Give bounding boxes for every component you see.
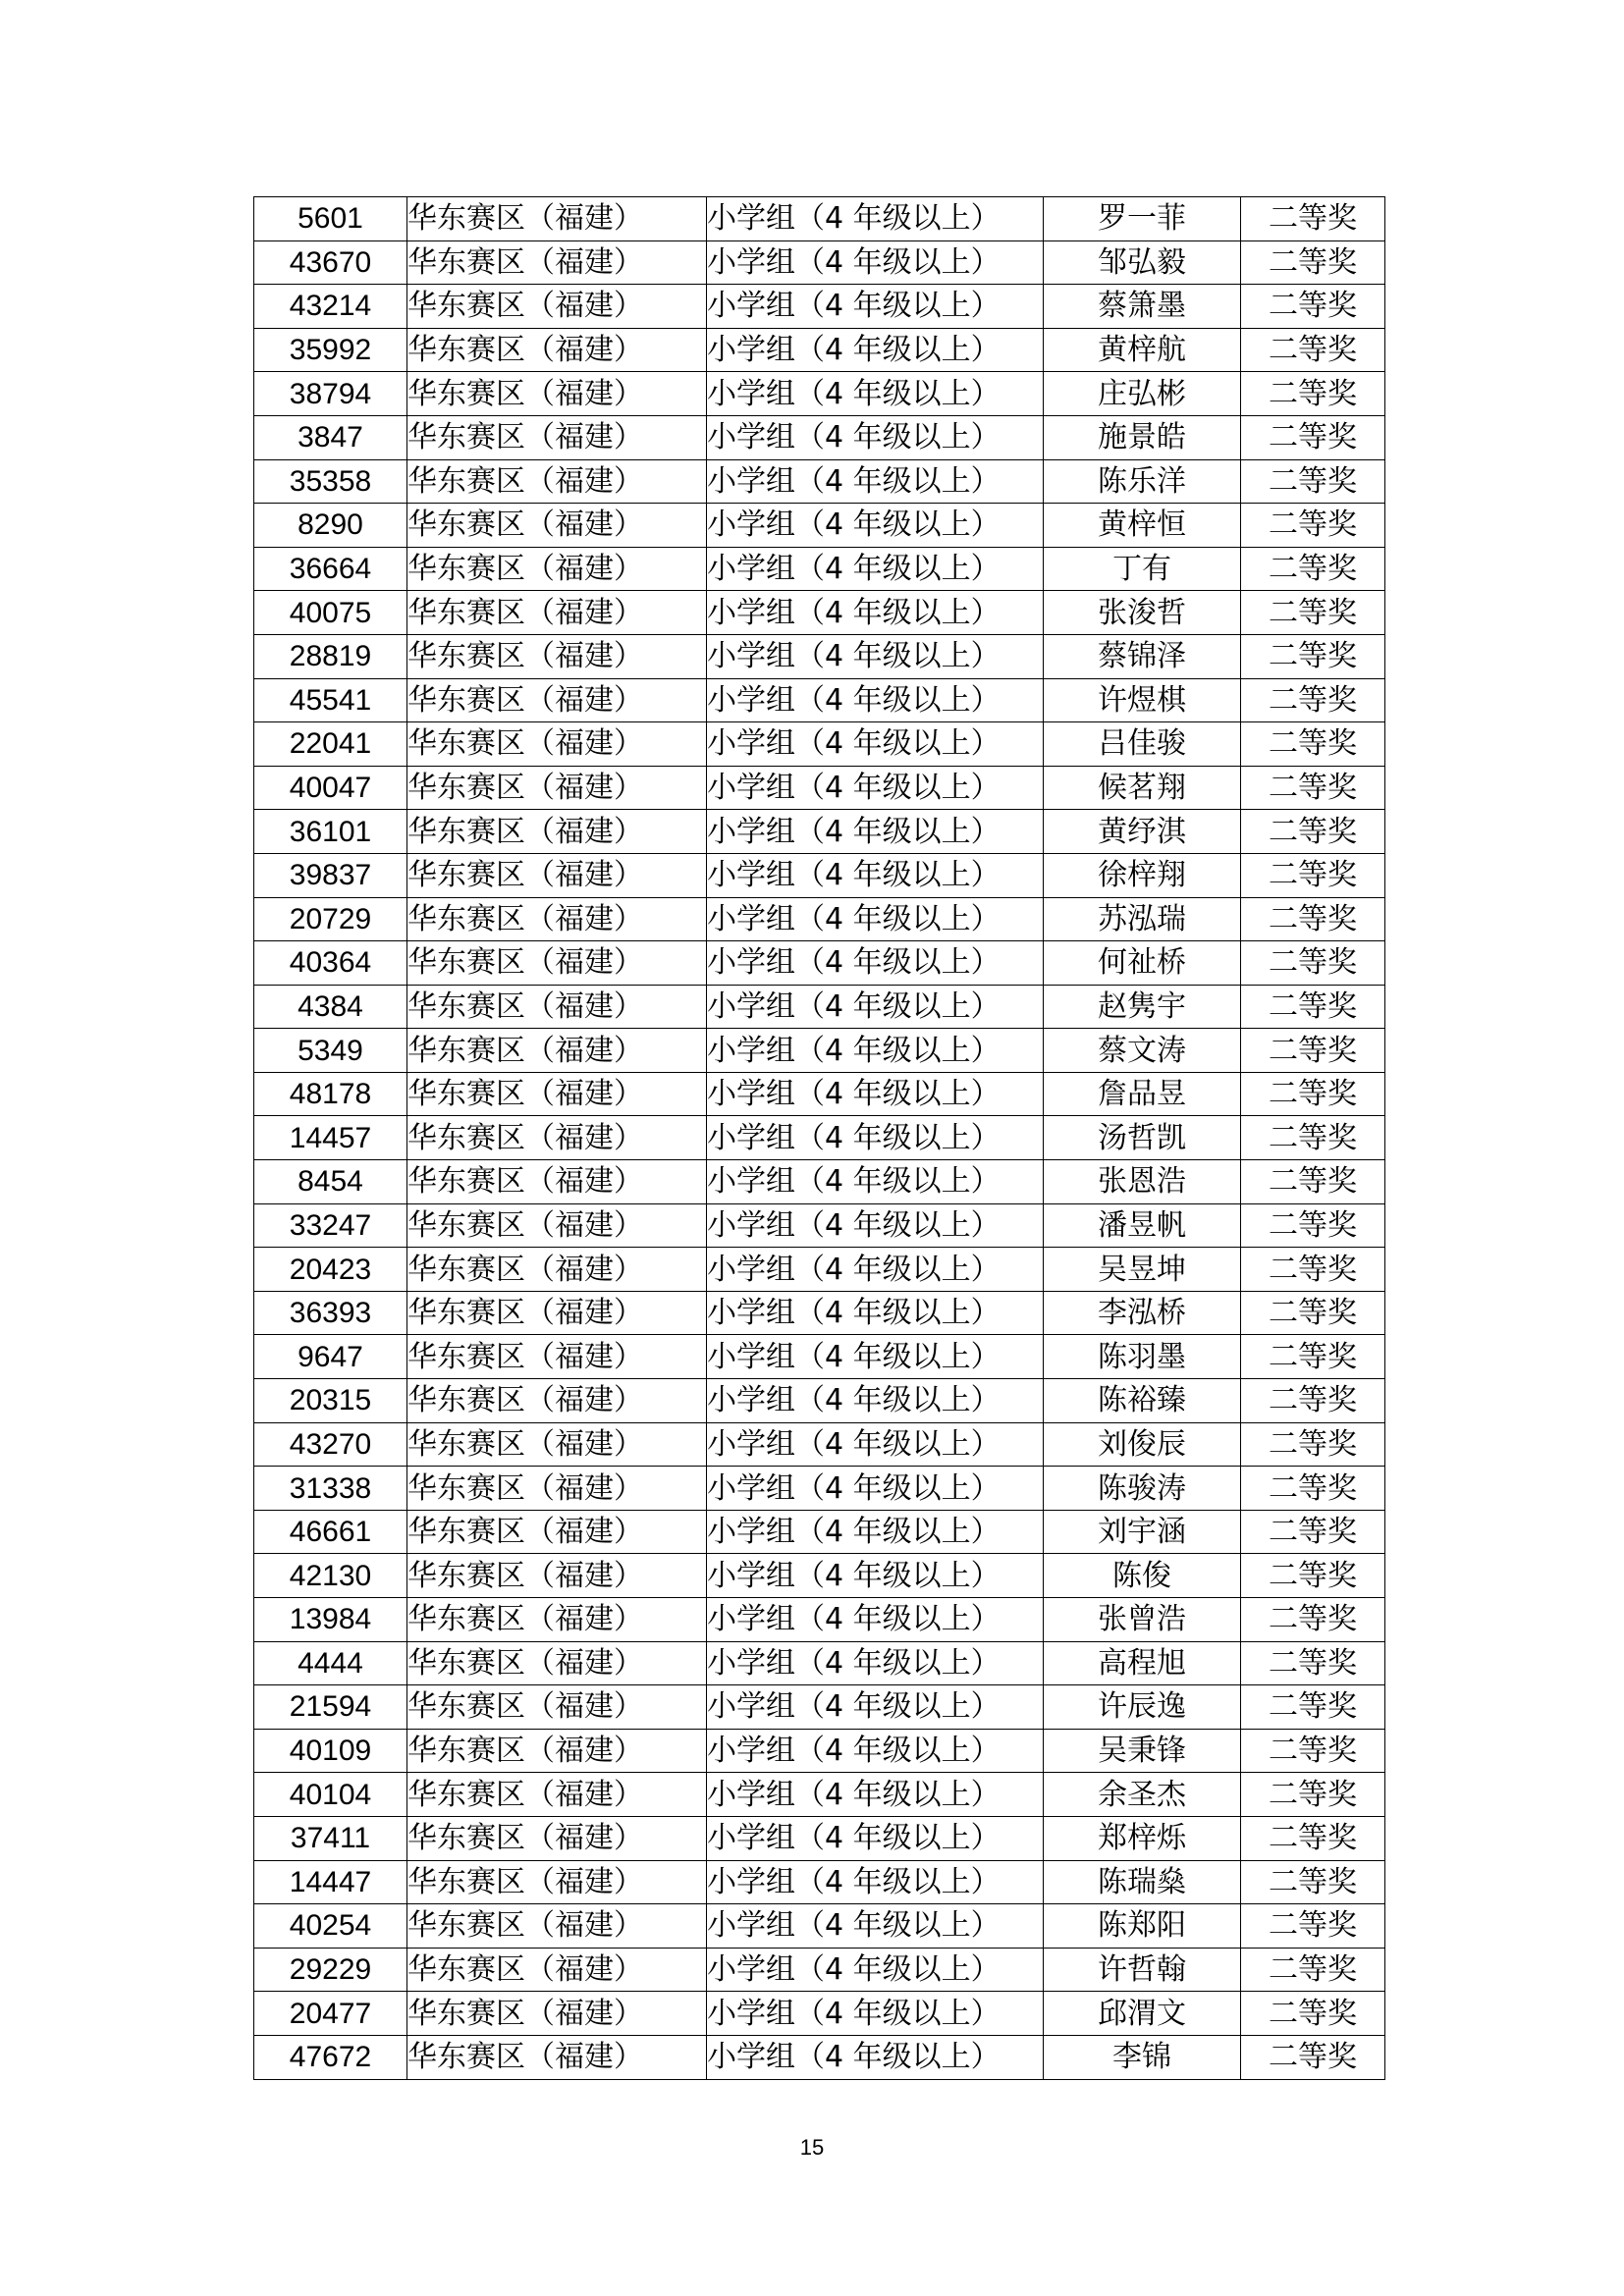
group-cell: 小学组（4 年级以上） [707,1203,1044,1248]
region-cell: 华东赛区（福建） [407,1116,707,1160]
entry-id-cell: 5349 [254,1029,407,1073]
table-row [254,459,1385,504]
award-cell: 二等奖 [1241,1422,1385,1467]
table-row [254,1335,1385,1379]
table-row [254,678,1385,722]
table-row [254,1072,1385,1116]
entry-id-cell: 20477 [254,1992,407,2036]
award-cell: 二等奖 [1241,1379,1385,1423]
award-cell: 二等奖 [1241,810,1385,854]
award-cell: 二等奖 [1241,1510,1385,1554]
table-row [254,897,1385,941]
table-row [254,1160,1385,1204]
student-name-cell: 候茗翔 [1044,766,1241,810]
award-cell: 二等奖 [1241,1685,1385,1730]
student-name-cell: 何祉桥 [1044,941,1241,986]
region-cell: 华东赛区（福建） [407,1203,707,1248]
table-row [254,1116,1385,1160]
group-cell: 小学组（4 年级以上） [707,1729,1044,1773]
group-cell: 小学组（4 年级以上） [707,415,1044,459]
award-cell: 二等奖 [1241,1467,1385,1511]
entry-id-cell: 28819 [254,634,407,678]
student-name-cell: 陈乐洋 [1044,459,1241,504]
student-name-cell: 余圣杰 [1044,1773,1241,1817]
entry-id-cell: 4444 [254,1641,407,1685]
region-cell: 华东赛区（福建） [407,941,707,986]
student-name-cell: 施景皓 [1044,415,1241,459]
table-row [254,1992,1385,2036]
entry-id-cell: 21594 [254,1685,407,1730]
group-cell: 小学组（4 年级以上） [707,285,1044,329]
region-cell: 华东赛区（福建） [407,1467,707,1511]
table-row [254,1248,1385,1292]
table-row [254,504,1385,548]
award-cell: 二等奖 [1241,1116,1385,1160]
entry-id-cell: 40109 [254,1729,407,1773]
award-cell: 二等奖 [1241,1291,1385,1335]
award-cell: 二等奖 [1241,1335,1385,1379]
entry-id-cell: 36393 [254,1291,407,1335]
entry-id-cell: 20729 [254,897,407,941]
student-name-cell: 陈羽墨 [1044,1335,1241,1379]
student-name-cell: 郑梓烁 [1044,1816,1241,1860]
table-row [254,547,1385,591]
student-name-cell: 蔡文涛 [1044,1029,1241,1073]
award-cell: 二等奖 [1241,1072,1385,1116]
entry-id-cell: 46661 [254,1510,407,1554]
entry-id-cell: 8454 [254,1160,407,1204]
region-cell: 华东赛区（福建） [407,415,707,459]
region-cell: 华东赛区（福建） [407,1335,707,1379]
student-name-cell: 詹品昱 [1044,1072,1241,1116]
award-cell: 二等奖 [1241,766,1385,810]
region-cell: 华东赛区（福建） [407,1029,707,1073]
award-cell: 二等奖 [1241,1860,1385,1904]
entry-id-cell: 37411 [254,1816,407,1860]
region-cell: 华东赛区（福建） [407,1992,707,2036]
entry-id-cell: 39837 [254,853,407,897]
region-cell: 华东赛区（福建） [407,1904,707,1949]
region-cell: 华东赛区（福建） [407,547,707,591]
student-name-cell: 许煜棋 [1044,678,1241,722]
student-name-cell: 陈瑞燊 [1044,1860,1241,1904]
award-cell: 二等奖 [1241,634,1385,678]
table-row [254,1685,1385,1730]
award-cell: 二等奖 [1241,941,1385,986]
group-cell: 小学组（4 年级以上） [707,722,1044,767]
entry-id-cell: 35992 [254,328,407,372]
entry-id-cell: 13984 [254,1598,407,1642]
table-row [254,415,1385,459]
region-cell: 华东赛区（福建） [407,810,707,854]
award-cell: 二等奖 [1241,1773,1385,1817]
table-row [254,2035,1385,2079]
group-cell: 小学组（4 年级以上） [707,766,1044,810]
award-cell: 二等奖 [1241,547,1385,591]
student-name-cell: 许哲翰 [1044,1948,1241,1992]
award-cell: 二等奖 [1241,1948,1385,1992]
region-cell: 华东赛区（福建） [407,1816,707,1860]
table-row [254,766,1385,810]
group-cell: 小学组（4 年级以上） [707,678,1044,722]
entry-id-cell: 9647 [254,1335,407,1379]
table-row [254,1467,1385,1511]
student-name-cell: 庄弘彬 [1044,372,1241,416]
award-cell: 二等奖 [1241,1641,1385,1685]
group-cell: 小学组（4 年级以上） [707,1860,1044,1904]
entry-id-cell: 35358 [254,459,407,504]
table-row [254,634,1385,678]
awards-table [253,196,1385,2080]
entry-id-cell: 40047 [254,766,407,810]
award-cell: 二等奖 [1241,1598,1385,1642]
entry-id-cell: 43270 [254,1422,407,1467]
group-cell: 小学组（4 年级以上） [707,372,1044,416]
group-cell: 小学组（4 年级以上） [707,1510,1044,1554]
entry-id-cell: 22041 [254,722,407,767]
entry-id-cell: 4384 [254,985,407,1029]
table-row [254,1291,1385,1335]
group-cell: 小学组（4 年级以上） [707,328,1044,372]
award-cell: 二等奖 [1241,1554,1385,1598]
table-row [254,1948,1385,1992]
award-cell: 二等奖 [1241,591,1385,635]
group-cell: 小学组（4 年级以上） [707,810,1044,854]
award-cell: 二等奖 [1241,372,1385,416]
group-cell: 小学组（4 年级以上） [707,197,1044,241]
table-row [254,1860,1385,1904]
table-row [254,985,1385,1029]
award-cell: 二等奖 [1241,678,1385,722]
group-cell: 小学组（4 年级以上） [707,1160,1044,1204]
region-cell: 华东赛区（福建） [407,285,707,329]
group-cell: 小学组（4 年级以上） [707,1554,1044,1598]
entry-id-cell: 8290 [254,504,407,548]
student-name-cell: 蔡锦泽 [1044,634,1241,678]
table-row [254,240,1385,285]
table-row [254,722,1385,767]
entry-id-cell: 31338 [254,1467,407,1511]
entry-id-cell: 40364 [254,941,407,986]
award-cell: 二等奖 [1241,197,1385,241]
region-cell: 华东赛区（福建） [407,1291,707,1335]
student-name-cell: 陈骏涛 [1044,1467,1241,1511]
student-name-cell: 汤哲凯 [1044,1116,1241,1160]
region-cell: 华东赛区（福建） [407,1860,707,1904]
region-cell: 华东赛区（福建） [407,1510,707,1554]
region-cell: 华东赛区（福建） [407,328,707,372]
entry-id-cell: 14447 [254,1860,407,1904]
group-cell: 小学组（4 年级以上） [707,1904,1044,1949]
region-cell: 华东赛区（福建） [407,1641,707,1685]
region-cell: 华东赛区（福建） [407,240,707,285]
student-name-cell: 刘俊辰 [1044,1422,1241,1467]
student-name-cell: 黄纾淇 [1044,810,1241,854]
group-cell: 小学组（4 年级以上） [707,547,1044,591]
region-cell: 华东赛区（福建） [407,634,707,678]
entry-id-cell: 3847 [254,415,407,459]
student-name-cell: 蔡箫墨 [1044,285,1241,329]
student-name-cell: 吕佳骏 [1044,722,1241,767]
entry-id-cell: 36664 [254,547,407,591]
entry-id-cell: 40075 [254,591,407,635]
entry-id-cell: 45541 [254,678,407,722]
student-name-cell: 许辰逸 [1044,1685,1241,1730]
region-cell: 华东赛区（福建） [407,678,707,722]
region-cell: 华东赛区（福建） [407,1422,707,1467]
student-name-cell: 陈裕臻 [1044,1379,1241,1423]
group-cell: 小学组（4 年级以上） [707,1335,1044,1379]
entry-id-cell: 33247 [254,1203,407,1248]
student-name-cell: 黄梓恒 [1044,504,1241,548]
group-cell: 小学组（4 年级以上） [707,1816,1044,1860]
award-cell: 二等奖 [1241,1729,1385,1773]
entry-id-cell: 36101 [254,810,407,854]
entry-id-cell: 5601 [254,197,407,241]
student-name-cell: 徐梓翔 [1044,853,1241,897]
region-cell: 华东赛区（福建） [407,197,707,241]
awards-table-body [254,197,1385,2080]
table-row [254,328,1385,372]
group-cell: 小学组（4 年级以上） [707,1029,1044,1073]
group-cell: 小学组（4 年级以上） [707,1992,1044,2036]
group-cell: 小学组（4 年级以上） [707,1248,1044,1292]
table-row [254,1641,1385,1685]
student-name-cell: 高程旭 [1044,1641,1241,1685]
award-cell: 二等奖 [1241,1029,1385,1073]
table-row [254,1904,1385,1949]
region-cell: 华东赛区（福建） [407,1685,707,1730]
student-name-cell: 潘昱帆 [1044,1203,1241,1248]
region-cell: 华东赛区（福建） [407,1248,707,1292]
entry-id-cell: 20315 [254,1379,407,1423]
student-name-cell: 李锦 [1044,2035,1241,2079]
award-cell: 二等奖 [1241,1203,1385,1248]
group-cell: 小学组（4 年级以上） [707,1948,1044,1992]
region-cell: 华东赛区（福建） [407,1773,707,1817]
entry-id-cell: 40254 [254,1904,407,1949]
region-cell: 华东赛区（福建） [407,766,707,810]
group-cell: 小学组（4 年级以上） [707,1467,1044,1511]
group-cell: 小学组（4 年级以上） [707,1116,1044,1160]
region-cell: 华东赛区（福建） [407,2035,707,2079]
award-cell: 二等奖 [1241,240,1385,285]
student-name-cell: 吴秉锋 [1044,1729,1241,1773]
table-row [254,1379,1385,1423]
entry-id-cell: 38794 [254,372,407,416]
student-name-cell: 赵隽宇 [1044,985,1241,1029]
region-cell: 华东赛区（福建） [407,1160,707,1204]
student-name-cell: 张浚哲 [1044,591,1241,635]
award-cell: 二等奖 [1241,985,1385,1029]
region-cell: 华东赛区（福建） [407,722,707,767]
region-cell: 华东赛区（福建） [407,1729,707,1773]
table-row [254,1773,1385,1817]
entry-id-cell: 29229 [254,1948,407,1992]
entry-id-cell: 43670 [254,240,407,285]
region-cell: 华东赛区（福建） [407,1379,707,1423]
award-cell: 二等奖 [1241,897,1385,941]
student-name-cell: 吴昱坤 [1044,1248,1241,1292]
student-name-cell: 陈俊 [1044,1554,1241,1598]
group-cell: 小学组（4 年级以上） [707,1598,1044,1642]
group-cell: 小学组（4 年级以上） [707,897,1044,941]
region-cell: 华东赛区（福建） [407,459,707,504]
student-name-cell: 罗一菲 [1044,197,1241,241]
table-row [254,1598,1385,1642]
student-name-cell: 苏泓瑞 [1044,897,1241,941]
table-row [254,1203,1385,1248]
table-row [254,1422,1385,1467]
group-cell: 小学组（4 年级以上） [707,1773,1044,1817]
award-cell: 二等奖 [1241,459,1385,504]
award-cell: 二等奖 [1241,1160,1385,1204]
group-cell: 小学组（4 年级以上） [707,591,1044,635]
student-name-cell: 丁有 [1044,547,1241,591]
table-row [254,1510,1385,1554]
entry-id-cell: 47672 [254,2035,407,2079]
entry-id-cell: 20423 [254,1248,407,1292]
group-cell: 小学组（4 年级以上） [707,1422,1044,1467]
entry-id-cell: 48178 [254,1072,407,1116]
table-row [254,591,1385,635]
region-cell: 华东赛区（福建） [407,1948,707,1992]
table-row [254,810,1385,854]
group-cell: 小学组（4 年级以上） [707,1641,1044,1685]
entry-id-cell: 43214 [254,285,407,329]
region-cell: 华东赛区（福建） [407,372,707,416]
group-cell: 小学组（4 年级以上） [707,634,1044,678]
region-cell: 华东赛区（福建） [407,1072,707,1116]
student-name-cell: 张恩浩 [1044,1160,1241,1204]
table-row [254,1816,1385,1860]
award-cell: 二等奖 [1241,1992,1385,2036]
group-cell: 小学组（4 年级以上） [707,504,1044,548]
group-cell: 小学组（4 年级以上） [707,1685,1044,1730]
table-row [254,1554,1385,1598]
region-cell: 华东赛区（福建） [407,1554,707,1598]
award-cell: 二等奖 [1241,1248,1385,1292]
student-name-cell: 邹弘毅 [1044,240,1241,285]
group-cell: 小学组（4 年级以上） [707,1291,1044,1335]
table-row [254,853,1385,897]
region-cell: 华东赛区（福建） [407,1598,707,1642]
award-cell: 二等奖 [1241,722,1385,767]
table-row [254,941,1385,986]
group-cell: 小学组（4 年级以上） [707,941,1044,986]
group-cell: 小学组（4 年级以上） [707,853,1044,897]
award-cell: 二等奖 [1241,504,1385,548]
group-cell: 小学组（4 年级以上） [707,240,1044,285]
table-row [254,1029,1385,1073]
group-cell: 小学组（4 年级以上） [707,2035,1044,2079]
award-cell: 二等奖 [1241,285,1385,329]
award-cell: 二等奖 [1241,415,1385,459]
award-cell: 二等奖 [1241,853,1385,897]
award-cell: 二等奖 [1241,2035,1385,2079]
region-cell: 华东赛区（福建） [407,897,707,941]
student-name-cell: 李泓桥 [1044,1291,1241,1335]
student-name-cell: 陈郑阳 [1044,1904,1241,1949]
student-name-cell: 邱渭文 [1044,1992,1241,2036]
student-name-cell: 黄梓航 [1044,328,1241,372]
page-number: 15 [799,2135,825,2160]
student-name-cell: 刘宇涵 [1044,1510,1241,1554]
award-cell: 二等奖 [1241,1816,1385,1860]
entry-id-cell: 14457 [254,1116,407,1160]
group-cell: 小学组（4 年级以上） [707,459,1044,504]
group-cell: 小学组（4 年级以上） [707,1072,1044,1116]
student-name-cell: 张曾浩 [1044,1598,1241,1642]
region-cell: 华东赛区（福建） [407,504,707,548]
group-cell: 小学组（4 年级以上） [707,985,1044,1029]
group-cell: 小学组（4 年级以上） [707,1379,1044,1423]
table-row [254,1729,1385,1773]
table-row [254,285,1385,329]
table-row [254,197,1385,241]
entry-id-cell: 40104 [254,1773,407,1817]
table-row [254,372,1385,416]
award-cell: 二等奖 [1241,1904,1385,1949]
region-cell: 华东赛区（福建） [407,853,707,897]
region-cell: 华东赛区（福建） [407,591,707,635]
entry-id-cell: 42130 [254,1554,407,1598]
region-cell: 华东赛区（福建） [407,985,707,1029]
award-cell: 二等奖 [1241,328,1385,372]
